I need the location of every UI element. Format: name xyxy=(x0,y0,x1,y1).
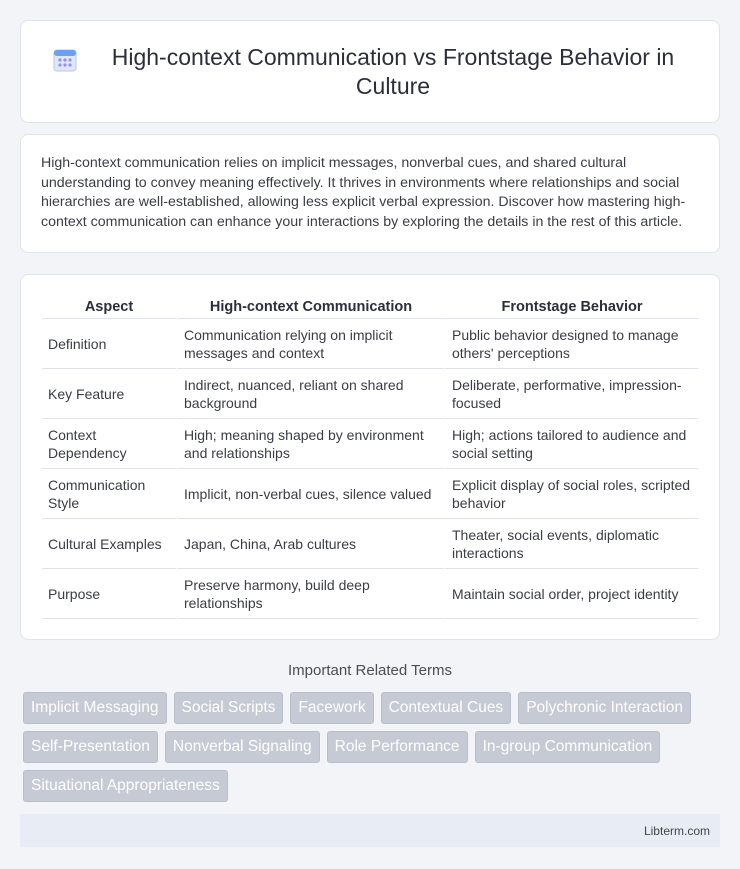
table-cell-high-context: Indirect, nuanced, reliant on shared background xyxy=(176,369,444,419)
table-cell-frontstage: Theater, social events, diplomatic interactions xyxy=(444,519,698,569)
table-cell-frontstage: Public behavior designed to manage others' perceptions xyxy=(444,319,698,369)
table-row xyxy=(42,469,698,519)
table-header-row xyxy=(42,295,698,319)
calendar-grid-icon xyxy=(52,47,78,73)
header-frontstage: Frontstage Behavior xyxy=(444,295,698,319)
tag-situational-appropriateness[interactable]: Situational Appropriateness xyxy=(23,770,228,802)
table-cell-aspect: Communication Style xyxy=(42,469,176,519)
table-cell-frontstage: Explicit display of social roles, scripted behavior xyxy=(444,469,698,519)
related-terms-tags xyxy=(20,692,720,809)
table-cell-high-context: Communication relying on implicit messages and context xyxy=(176,319,444,369)
comparison-table-card xyxy=(20,274,720,640)
table-cell-high-context: Preserve harmony, build deep relationships xyxy=(176,569,444,619)
table-cell-aspect: Definition xyxy=(42,319,176,369)
table-cell-frontstage: Deliberate, performative, impression-focused xyxy=(444,369,698,419)
table-cell-high-context: Japan, China, Arab cultures xyxy=(176,519,444,569)
table-cell-high-context: Implicit, non-verbal cues, silence valued xyxy=(176,469,444,519)
tag-facework[interactable]: Facework xyxy=(290,692,373,724)
related-terms-heading: Important Related Terms xyxy=(288,662,452,679)
footer-site-link[interactable]: Libterm.com xyxy=(643,823,710,838)
title-card xyxy=(20,20,720,123)
comparison-table xyxy=(42,295,698,619)
table-row xyxy=(42,369,698,419)
page-title: High-context Communication vs Frontstage Behavior in Culture xyxy=(111,43,675,99)
table-cell-frontstage: Maintain social order, project identity xyxy=(444,569,698,619)
tag-contextual-cues[interactable]: Contextual Cues xyxy=(381,692,512,724)
table-cell-aspect: Key Feature xyxy=(42,369,176,419)
table-cell-frontstage: High; actions tailored to audience and social setting xyxy=(444,419,698,469)
header-high-context: High-context Communication xyxy=(176,295,444,319)
tag-social-scripts[interactable]: Social Scripts xyxy=(174,692,284,724)
table-cell-high-context: High; meaning shaped by environment and relationships xyxy=(176,419,444,469)
table-cell-aspect: Cultural Examples xyxy=(42,519,176,569)
table-row xyxy=(42,569,698,619)
tag-role-performance[interactable]: Role Performance xyxy=(327,731,468,763)
tag-self-presentation[interactable]: Self-Presentation xyxy=(23,731,158,763)
title-wrap xyxy=(52,43,688,101)
header-aspect: Aspect xyxy=(42,295,176,319)
table-cell-aspect: Context Dependency xyxy=(42,419,176,469)
tag-implicit-messaging[interactable]: Implicit Messaging xyxy=(23,692,167,724)
footer xyxy=(20,814,720,847)
intro-card xyxy=(20,134,720,253)
tag-nonverbal-signaling[interactable]: Nonverbal Signaling xyxy=(165,731,320,763)
table-cell-aspect: Purpose xyxy=(42,569,176,619)
tag-polychronic-interaction[interactable]: Polychronic Interaction xyxy=(518,692,691,724)
table-row xyxy=(42,319,698,369)
tag-in-group-communication[interactable]: In-group Communication xyxy=(475,731,661,763)
table-row xyxy=(42,419,698,469)
intro-text: High-context communication relies on implicit messages, nonverbal cues, and shared cultural understanding to convey meaning effectively. It thrives in environments where relationships and social hierarchies are well-established, allowing less explicit verbal expression. Discover how mastering high-context communication can enhance your interactions by exploring the details in the rest of this article. xyxy=(41,155,686,230)
table-row xyxy=(42,519,698,569)
